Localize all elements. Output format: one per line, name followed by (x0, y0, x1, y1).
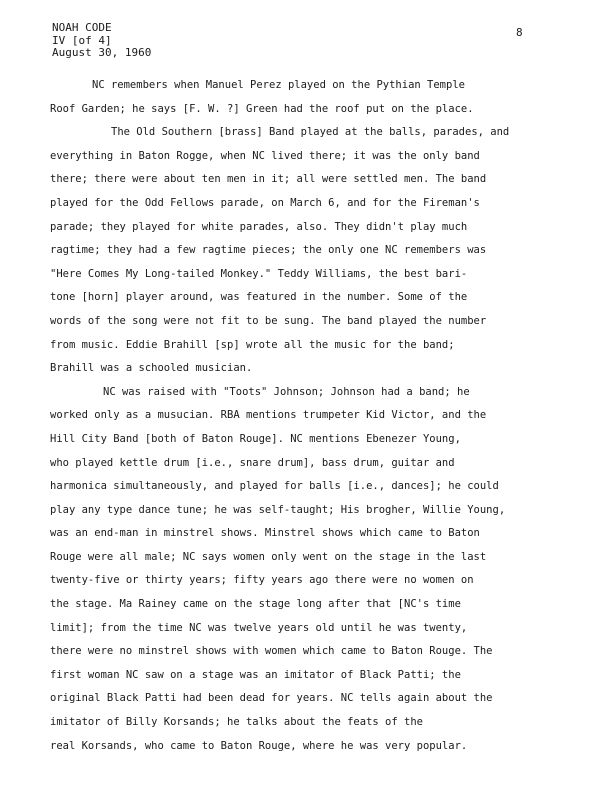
text-line: there were no minstrel shows with women which came to Baton Rouge. The (50, 645, 493, 658)
body-text (50, 74, 580, 758)
text-line: Roof Garden; he says [F. W. ?] Green had the roof put on the place. (50, 102, 474, 115)
text-line: NC was raised with "Toots" Johnson; Johnson had a band; he (103, 385, 470, 398)
document-header (52, 22, 151, 60)
text-line: The Old Southern [brass] Band played at the balls, parades, and (111, 126, 510, 139)
text-line: NC remembers when Manuel Perez played on the Pythian Temple (92, 79, 465, 91)
text-line: everything in Baton Rogge, when NC lived there; it was the only band (50, 149, 480, 162)
text-line: original Black Patti had been dead for years. NC tells again about the (50, 692, 493, 705)
header-reel: IV [of 4] (52, 33, 112, 47)
text-line: twenty-five or thirty years; fifty years ago there were no women on (50, 574, 474, 587)
text-line: who played kettle drum [i.e., snare drum], bass drum, guitar and (50, 456, 455, 469)
text-line: real Korsands, who came to Baton Rouge, where he was very popular. (50, 739, 468, 752)
page-number: 8 (516, 26, 523, 39)
text-line: the stage. Ma Rainey came on the stage long after that [NC's time (50, 598, 461, 611)
text-line: play any type dance tune; he was self-taught; His brogher, Willie Young, (50, 503, 506, 516)
text-line: parade; they played for white parades, also. They didn't play much (50, 220, 468, 233)
header-name: NOAH CODE (52, 21, 112, 34)
text-line: Brahill was a schooled musician. (50, 362, 253, 375)
text-line: words of the song were not fit to be sung. The band played the number (50, 314, 487, 327)
text-line: limit]; from the time NC was twelve years old until he was twenty, (50, 621, 468, 634)
text-line: imitator of Billy Korsands; he talks about the feats of the (50, 716, 423, 729)
text-line: Hill City Band [both of Baton Rouge]. NC mentions Ebenezer Young, (50, 432, 461, 445)
text-line: worked only as a musucian. RBA mentions trumpeter Kid Victor, and the (50, 409, 487, 422)
text-line: tone [horn] player around, was featured in the number. Some of the (50, 291, 468, 304)
header-date: August 30, 1960 (52, 46, 152, 59)
text-line: harmonica simultaneously, and played for balls [i.e., dances]; he could (50, 480, 499, 493)
text-line: was an end-man in minstrel shows. Minstrel shows which came to Baton (50, 527, 480, 540)
text-line: first woman NC saw on a stage was an imitator of Black Patti; the (50, 668, 461, 681)
text-line: played for the Odd Fellows parade, on March 6, and for the Fireman's (50, 196, 480, 209)
text-line: ragtime; they had a few ragtime pieces; the only one NC remembers was (50, 244, 487, 257)
text-line: there; there were about ten men in it; all were settled men. The band (50, 173, 487, 186)
text-line: from music. Eddie Brahill [sp] wrote all the music for the band; (50, 338, 455, 351)
text-line: "Here Comes My Long-tailed Monkey." Teddy Williams, the best bari- (50, 267, 468, 280)
text-line: Rouge were all male; NC says women only went on the stage in the last (50, 550, 487, 563)
